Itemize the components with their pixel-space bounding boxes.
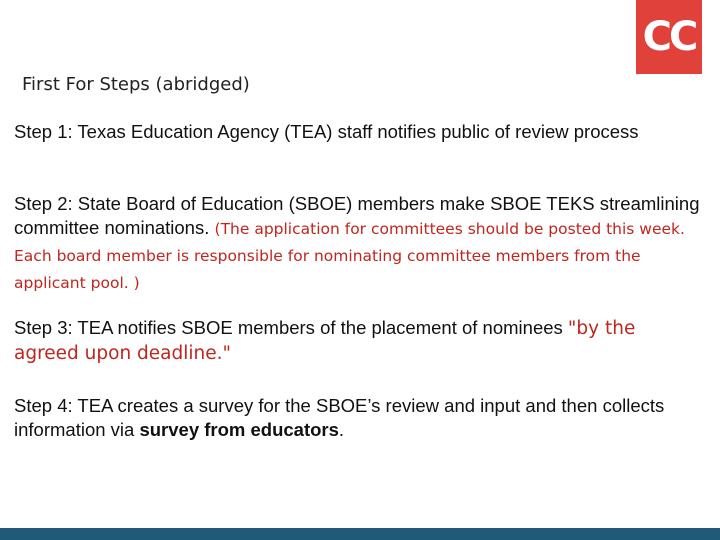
step-1 [14,120,704,144]
cc-logo: CC [636,0,702,74]
step-3-text: Step 3: TEA notifies SBOE members of the placement of nominees [14,317,568,338]
step-3-note: "by the agreed upon deadline." [14,318,636,364]
step-3 [14,316,704,366]
bottom-bar [0,528,720,540]
page-title: First For Steps (abridged) [22,74,250,95]
step-4 [14,394,704,442]
step-4-text-end: . [338,419,345,440]
step-1-text: Step 1: Texas Education Agency (TEA) staff notifies public of review process [14,121,639,142]
step-2 [14,192,704,297]
step-4-text: Step 4: TEA creates a survey for the SBOE’s review and input and then collects information via [14,395,665,440]
step-2-note: (The application for committees should be posted this week. Each board member is responsible for nominating committee members from the applicant pool. ) [14,220,685,292]
step-4-bold-text: survey from educators [139,419,339,440]
step-2-text: Step 2: State Board of Education (SBOE) members make SBOE TEKS streamlining committee nominations. [14,193,700,238]
